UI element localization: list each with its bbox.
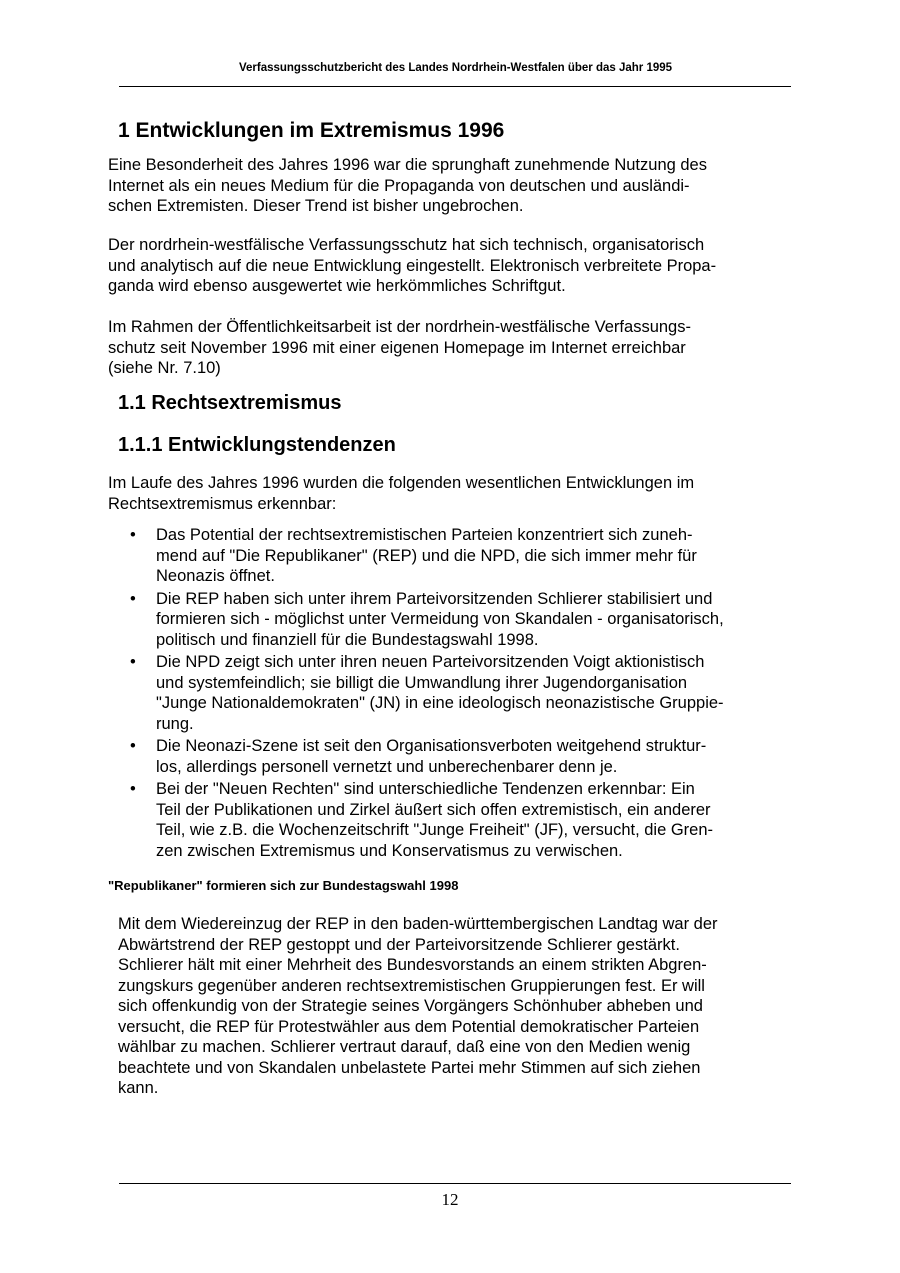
- text-line: schen Extremisten. Dieser Trend ist bisher ungebrochen.: [108, 197, 524, 215]
- paragraph-intro: [108, 473, 780, 514]
- text-line: mend auf "Die Republikaner" (REP) und die NPD, die sich immer mehr für: [156, 546, 697, 565]
- footer-rule: [119, 1183, 791, 1184]
- bullet-icon: •: [130, 589, 136, 608]
- text-line: Die REP haben sich unter ihrem Parteivorsitzenden Schlierer stabilisiert und: [156, 589, 713, 608]
- text-line: und systemfeindlich; sie billigt die Umwandlung ihrer Jugendorganisation: [156, 673, 688, 692]
- running-header: Verfassungsschutzbericht des Landes Nordrhein-Westfalen über das Jahr 1995: [238, 62, 673, 74]
- bullet-item: [108, 779, 788, 861]
- text-line: (siehe Nr. 7.10): [108, 359, 221, 377]
- text-line: Mit dem Wiedereinzug der REP in den baden-württembergischen Landtag war der: [118, 915, 718, 933]
- text-line: kann.: [118, 1079, 159, 1097]
- bullet-icon: •: [130, 780, 136, 798]
- text-line: sich offenkundig von der Strategie seines Vorgängers Schönhuber abheben und: [118, 997, 703, 1015]
- text-line: Bei der "Neuen Rechten" sind unterschiedliche Tendenzen erkennbar: Ein: [156, 780, 695, 798]
- section-heading-1-1: 1.1 Rechtsextremismus: [118, 392, 342, 414]
- text-line: wählbar zu machen. Schlierer vertraut darauf, daß eine von den Medien wenig: [118, 1038, 691, 1056]
- text-line: Abwärtstrend der REP gestoppt und der Parteivorsitzende Schlierer gestärkt.: [118, 935, 680, 954]
- text-line: politisch und finanziell für die Bundestagswahl 1998.: [156, 630, 539, 649]
- bullet-list: [108, 525, 788, 863]
- bullet-item: [108, 652, 788, 734]
- bullet-item: [108, 525, 788, 587]
- text-line: beachtete und von Skandalen unbelastete Partei mehr Stimmen auf sich ziehen: [118, 1058, 701, 1077]
- bullet-item: [108, 589, 788, 651]
- section-heading-1: 1 Entwicklungen im Extremismus 1996: [118, 119, 505, 142]
- paragraph-homepage: [108, 317, 780, 379]
- text-line: Eine Besonderheit des Jahres 1996 war die sprunghaft zunehmende Nutzung des: [108, 156, 707, 174]
- text-line: zen zwischen Extremismus und Konservatismus zu verwischen.: [156, 841, 623, 860]
- subheading-republikaner: "Republikaner" formieren sich zur Bundestagswahl 1998: [108, 878, 459, 893]
- text-line: Rechtsextremismus erkennbar:: [108, 494, 337, 513]
- text-line: "Junge Nationaldemokraten" (JN) in eine ideologisch neonazistische Gruppie-: [156, 694, 724, 712]
- paragraph-verfassungsschutz: [108, 235, 780, 297]
- text-line: rung.: [156, 714, 194, 733]
- text-line: und analytisch auf die neue Entwicklung eingestellt. Elektronisch verbreitete Propa-: [108, 256, 717, 275]
- paragraph-internet: [108, 155, 780, 217]
- text-line: schutz seit November 1996 mit einer eigenen Homepage im Internet erreichbar: [108, 338, 686, 357]
- text-line: Im Rahmen der Öffentlichkeitsarbeit ist der nordrhein-westfälische Verfassungs-: [108, 318, 691, 336]
- text-line: los, allerdings personell vernetzt und unberechenbarer denn je.: [156, 757, 618, 776]
- text-line: zungskurs gegenüber anderen rechtsextremistischen Gruppierungen fest. Er will: [118, 976, 705, 995]
- text-line: Internet als ein neues Medium für die Propaganda von deutschen und ausländi-: [108, 176, 690, 195]
- section-heading-1-1-1: 1.1.1 Entwicklungstendenzen: [118, 434, 396, 456]
- text-line: Die NPD zeigt sich unter ihren neuen Parteivorsitzenden Voigt aktionistisch: [156, 653, 705, 671]
- text-line: Teil der Publikationen und Zirkel äußert sich offen extremistisch, ein anderer: [156, 800, 711, 819]
- text-line: Neonazis öffnet.: [156, 567, 275, 585]
- text-line: Die Neonazi-Szene ist seit den Organisationsverboten weitgehend struktur-: [156, 737, 707, 755]
- page-number: 12: [441, 1190, 459, 1209]
- bullet-icon: •: [130, 737, 136, 755]
- text-line: formieren sich - möglichst unter Vermeidung von Skandalen - organisatorisch,: [156, 610, 724, 628]
- bullet-item: [108, 736, 788, 777]
- paragraph-republikaner: [118, 914, 790, 1099]
- text-line: Der nordrhein-westfälische Verfassungsschutz hat sich technisch, organisatorisch: [108, 236, 705, 254]
- header-rule: [119, 86, 791, 87]
- bullet-icon: •: [130, 653, 136, 671]
- text-line: versucht, die REP für Protestwähler aus dem Potential demokratischer Parteien: [118, 1017, 700, 1036]
- text-line: Teil, wie z.B. die Wochenzeitschrift "Junge Freiheit" (JF), versucht, die Gren-: [156, 821, 714, 839]
- text-line: Schlierer hält mit einer Mehrheit des Bundesvorstands an einem strikten Abgren-: [118, 956, 707, 974]
- bullet-icon: •: [130, 526, 136, 544]
- text-line: ganda wird ebenso ausgewertet wie herkömmliches Schriftgut.: [108, 277, 566, 295]
- text-line: Das Potential der rechtsextremistischen Parteien konzentriert sich zuneh-: [156, 526, 693, 544]
- text-line: Im Laufe des Jahres 1996 wurden die folgenden wesentlichen Entwicklungen im: [108, 474, 695, 492]
